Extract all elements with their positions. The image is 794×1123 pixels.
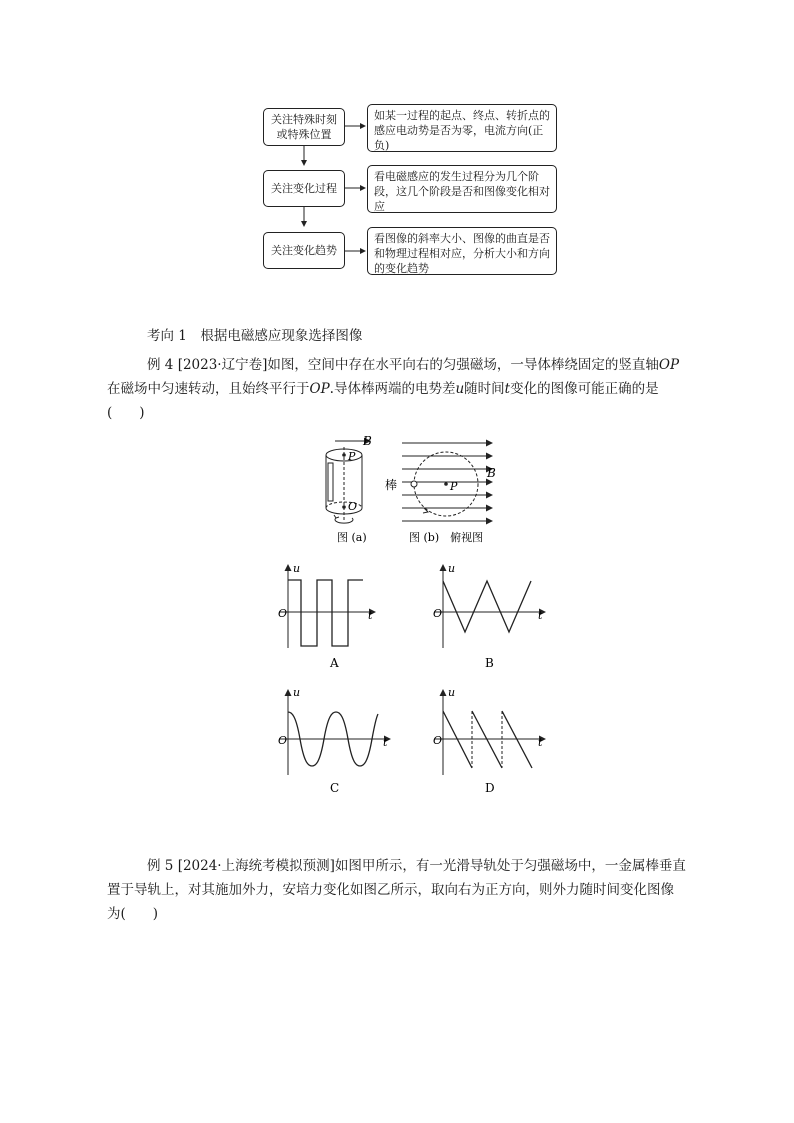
figure-b-label-rod: 棒 — [385, 478, 398, 492]
svg-text:t: t — [383, 736, 388, 749]
flow-left-box-2: 关注变化过程 — [263, 170, 345, 207]
option-D-label: D — [485, 781, 495, 795]
flow-right-box-2: 看电磁感应的发生过程分为几个阶段，这几个阶段是否和图像变化相对应 — [367, 165, 557, 213]
graph-b — [433, 562, 545, 670]
figure-a — [326, 434, 372, 544]
svg-text:O: O — [278, 734, 288, 747]
section-heading: 考向 1 根据电磁感应现象选择图像 — [147, 328, 363, 344]
svg-text:t: t — [368, 609, 373, 622]
svg-text:t: t — [538, 736, 543, 749]
example-4-text: 例 4 [2023·辽宁卷]如图，空间中存在水平向右的匀强磁场，一导体棒绕固定的竖直轴OP在磁场中匀速转动，且始终平行于OP.导体棒两端的电势差u随时间t变化的图像可能正确的是( ) — [107, 357, 680, 421]
svg-text:O: O — [278, 607, 288, 620]
figure-a-label-B: B — [363, 434, 372, 448]
svg-text:O: O — [433, 607, 443, 620]
graph-d — [433, 686, 545, 795]
option-C-label: C — [330, 781, 340, 795]
svg-text:u: u — [293, 562, 301, 575]
figure-b-label-P: P — [450, 480, 458, 493]
figure-b — [385, 443, 496, 544]
flow-left-box-3: 关注变化趋势 — [263, 232, 345, 269]
figure-b-caption: 图 (b) 俯视图 — [409, 531, 484, 544]
svg-text:u: u — [293, 686, 301, 699]
figure-a-label-P: P — [348, 450, 356, 463]
example-4-source: [2023·辽宁卷] — [177, 357, 268, 373]
example-5-label: 例 5 — [147, 858, 174, 874]
option-A-label: A — [330, 656, 339, 670]
flow-right-box-3: 看图像的斜率大小、图像的曲直是否和物理过程相对应，分析大小和方向的变化趋势 — [367, 227, 557, 275]
graph-c — [278, 686, 390, 795]
figure-b-label-B: B — [487, 466, 496, 480]
svg-text:u: u — [448, 686, 456, 699]
figure-a-caption: 图 (a) — [337, 531, 367, 544]
option-B-label: B — [485, 656, 494, 670]
svg-text:u: u — [448, 562, 456, 575]
example-4-label: 例 4 — [147, 357, 174, 373]
flow-right-box-1: 如某一过程的起点、终点、转折点的感应电动势是否为零，电流方向(正负) — [367, 104, 557, 152]
svg-text:O: O — [433, 734, 443, 747]
example-5-text: 例 5 [2024·上海统考模拟预测]如图甲所示，有一光滑导轨处于匀强磁场中，一金属棒垂直置于导轨上，对其施加外力，安培力变化如图乙所示，取向右为正方向，则外力随时间变化图像为( ) — [107, 858, 686, 922]
svg-text:t: t — [538, 609, 543, 622]
flow-left-box-1: 关注特殊时刻或特殊位置 — [263, 108, 345, 146]
example-5-source: [2024·上海统考模拟预测] — [177, 858, 335, 874]
figure-a-label-O: O — [348, 500, 358, 513]
graph-a — [278, 562, 375, 670]
